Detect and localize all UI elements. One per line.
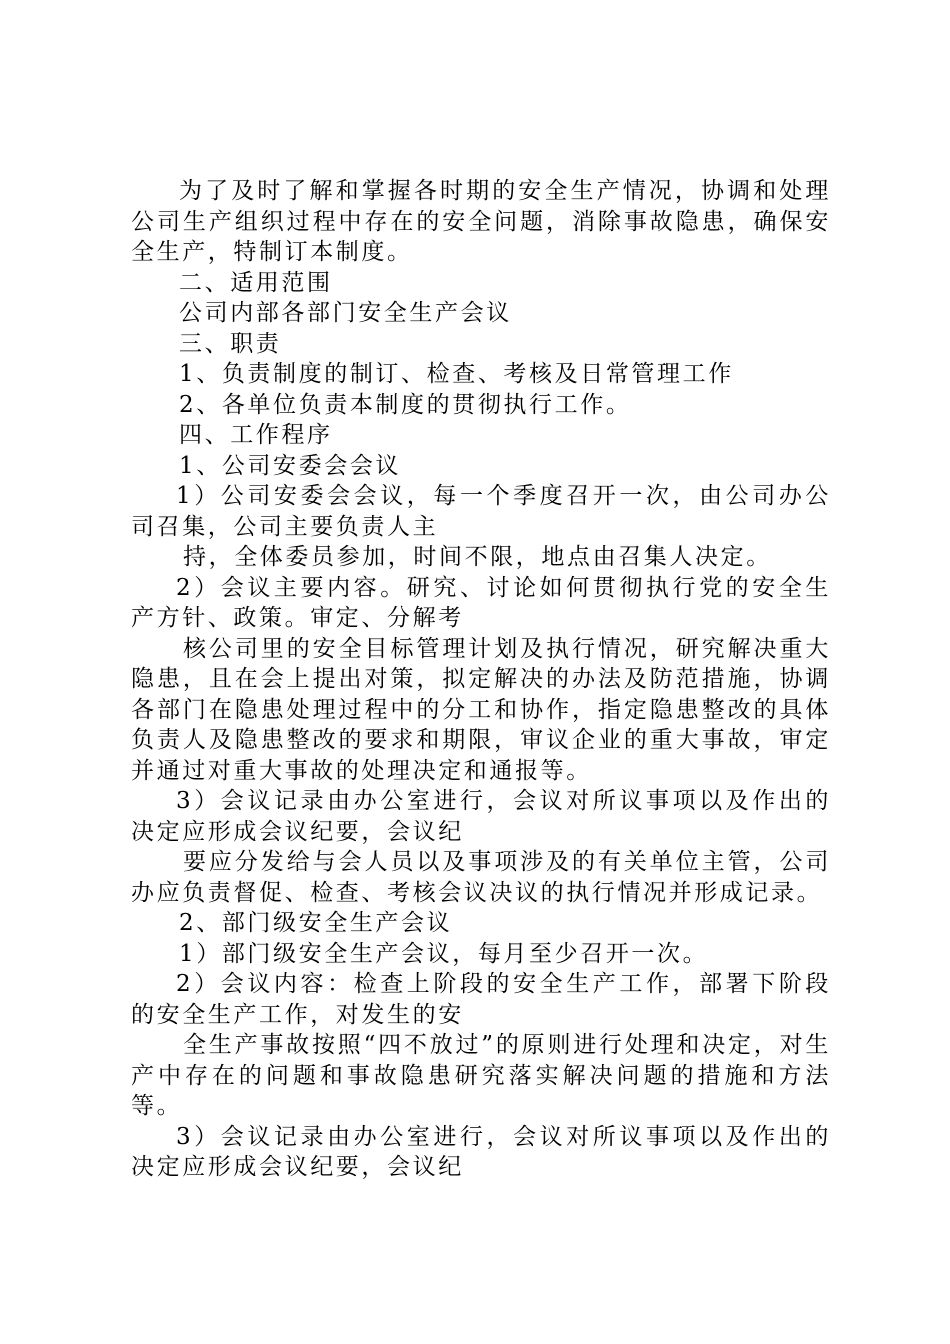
subheading-safety-committee-meeting: 1、公司安委会会议 [179,452,402,479]
paragraph-committee-item-1-cont: 持，全体委员参加，时间不限，地点由召集人决定。 [183,544,772,570]
paragraph-committee-item-2: 2）会议主要内容。研究、讨论如何贯彻执行党的安全生产方针、政策。审定、分解考 [131,574,831,631]
subheading-department-meeting: 2、部门级安全生产会议 [179,910,453,936]
paragraph-duty-1: 1、负责制度的制订、检查、考核及日常管理工作 [179,361,734,387]
paragraph-scope: 公司内部各部门安全生产会议 [179,300,512,326]
paragraph-committee-item-1: 1）公司安委会会议，每一个季度召开一次，由公司办公司召集，公司主要负责人主 [131,483,831,540]
document-body [131,176,831,1183]
paragraph-department-item-2-cont: 全生产事故按照“四不放过”的原则进行处理和决定，对生产中存在的问题和事故隐患研究落实解决问题的措施和方法等。 [131,1032,831,1119]
paragraph-committee-item-3-cont: 要应分发给与会人员以及事项涉及的有关单位主管，公司办应负责督促、检查、考核会议决议的执行情况并形成记录。 [131,849,831,906]
paragraph-department-item-2: 2）会议内容：检查上阶段的安全生产工作，部署下阶段的安全生产工作，对发生的安 [131,971,831,1028]
paragraph-committee-item-2-cont: 核公司里的安全目标管理计划及执行情况，研究解决重大隐患，且在会上提出对策，拟定解决的办法及防范措施，协调各部门在隐患处理过程中的分工和协作，指定隐患整改的具体负责人及隐患整改的要求和期限，审议企业的重大事故，审定并通过对重大事故的处理决定和通报等。 [131,635,831,784]
heading-duties: 三、职责 [179,330,282,357]
paragraph-purpose: 为了及时了解和掌握各时期的安全生产情况，协调和处理公司生产组织过程中存在的安全问题，消除事故隐患，确保安全生产，特制订本制度。 [131,178,831,265]
heading-procedure: 四、工作程序 [179,422,333,448]
paragraph-duty-2: 2、各单位负责本制度的贯彻执行工作。 [179,391,632,418]
paragraph-department-item-3: 3）会议记录由办公室进行，会议对所议事项以及作出的决定应形成会议纪要，会议纪 [131,1123,831,1180]
heading-scope: 二、适用范围 [179,269,333,296]
paragraph-committee-item-3: 3）会议记录由办公室进行，会议对所议事项以及作出的决定应形成会议纪要，会议纪 [131,788,831,845]
paragraph-department-item-1: 1）部门级安全生产会议，每月至少召开一次。 [179,940,709,967]
